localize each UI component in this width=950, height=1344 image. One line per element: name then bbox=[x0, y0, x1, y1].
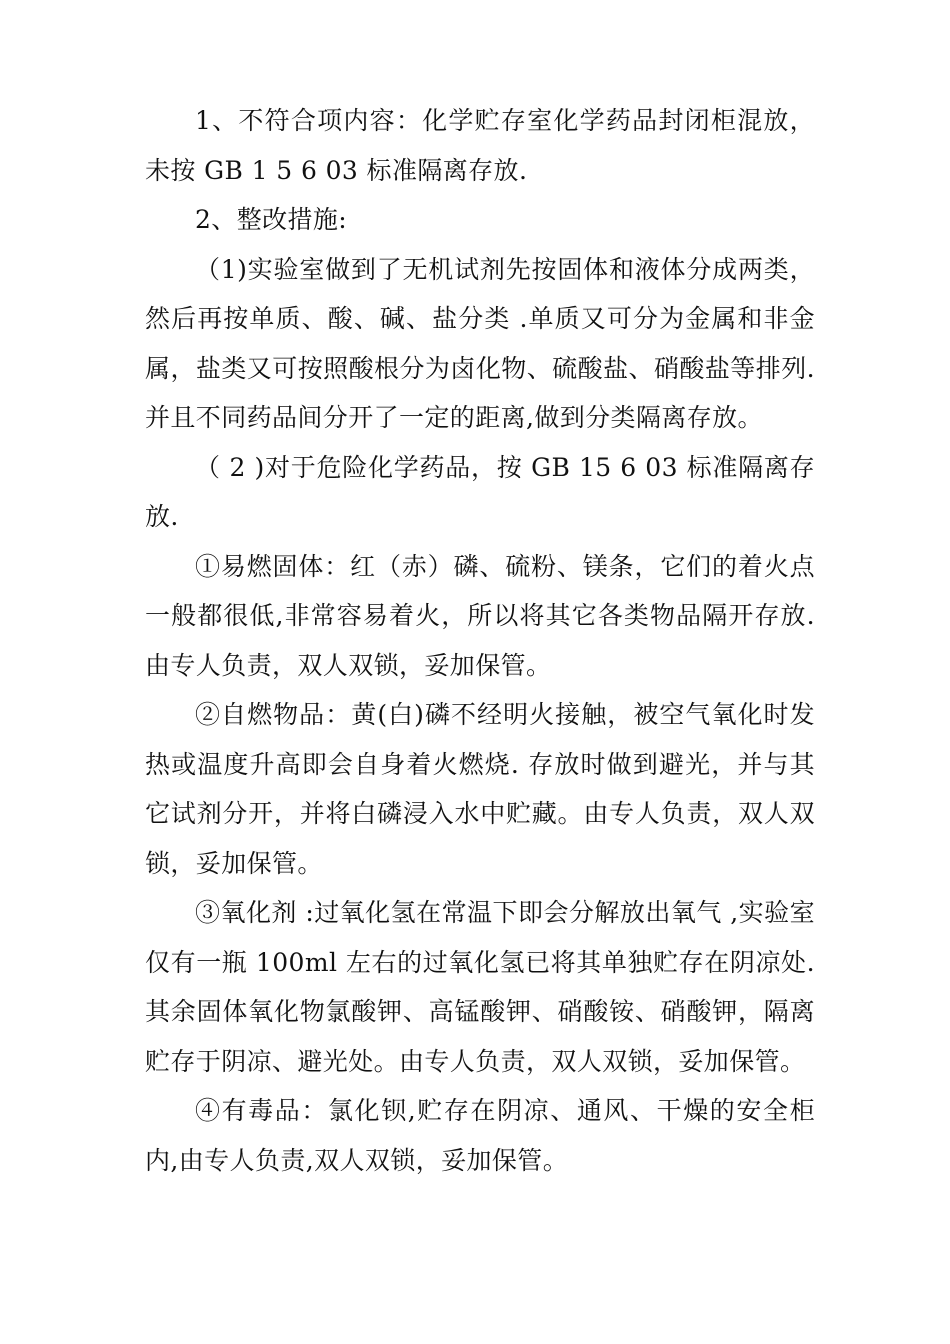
paragraph-self-igniting: ②自燃物品：黄(白)磷不经明火接触，被空气氧化时发热或温度升高即会自身着火燃烧. 存放时做到避光，并与其它试剂分开，并将白磷浸入水中贮藏。由专人负责，双人双锁，妥加保管。 bbox=[145, 700, 815, 878]
paragraph-oxidizers: ③氧化剂 :过氧化氢在常温下即会分解放出氧气 ,实验室仅有一瓶 100ml 左右的过氧化氢已将其单独贮存在阴凉处.其余固体氧化物氯酸钾、高锰酸钾、硝酸铵、硝酸钾，隔离贮存于阴凉、避光处。由专人负责，双人双锁，妥加保管。 bbox=[145, 898, 815, 1076]
document-body bbox=[145, 96, 815, 1185]
paragraph-measures-heading: 2、整改措施: bbox=[195, 205, 348, 234]
paragraph-measure-1: （1)实验室做到了无机试剂先按固体和液体分成两类，然后再按单质、酸、碱、盐分类 .单质又可分为金属和非金属，盐类又可按照酸根分为卤化物、硫酸盐、硝酸盐等排列.并且不同药品间分开了一定的距离,做到分类隔离存放。 bbox=[145, 254, 815, 432]
paragraph-toxic: ④有毒品：氯化钡,贮存在阴凉、通风、干燥的安全柜内,由专人负责,双人双锁，妥加保管。 bbox=[145, 1096, 815, 1175]
paragraph-nonconformity: 1、不符合项内容：化学贮存室化学药品封闭柜混放，未按 GB 1 5 6 03 标准隔离存放. bbox=[145, 106, 815, 185]
paragraph-flammable-solids: ①易燃固体：红（赤）磷、硫粉、镁条，它们的着火点一般都很低,非常容易着火，所以将其它各类物品隔开存放.由专人负责，双人双锁，妥加保管。 bbox=[145, 551, 815, 680]
paragraph-measure-2: （ 2 )对于危险化学药品，按 GB 15 6 03 标准隔离存放. bbox=[145, 452, 815, 531]
